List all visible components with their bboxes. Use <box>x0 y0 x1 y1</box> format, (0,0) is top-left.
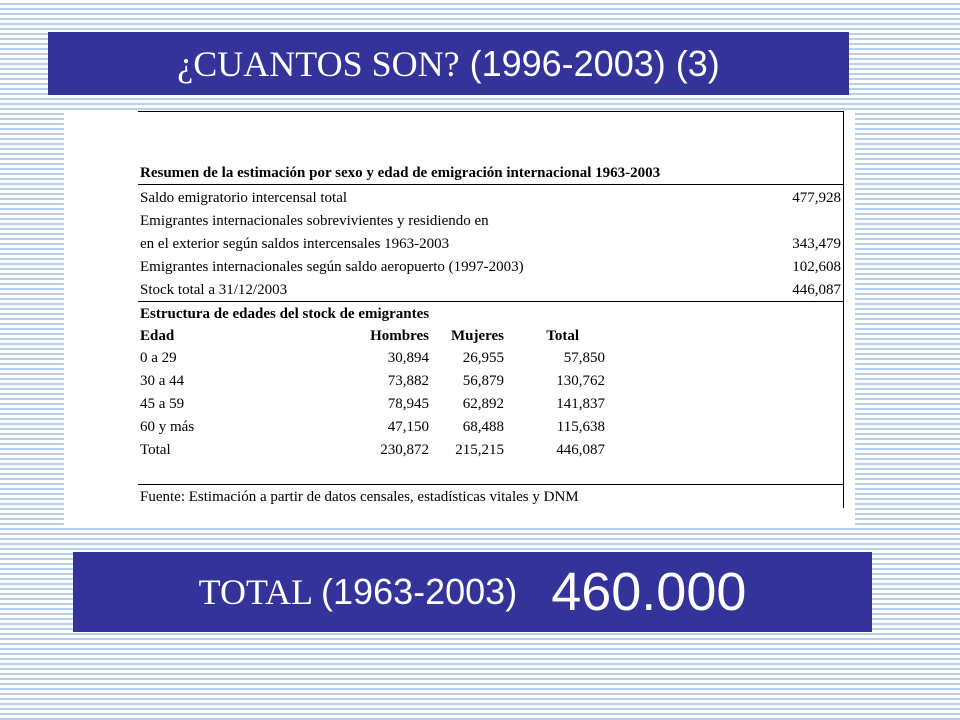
summary-row-value: 446,087 <box>792 282 841 298</box>
title-banner <box>48 32 849 95</box>
cell-total: 141,837 <box>556 396 605 412</box>
table-row <box>140 347 841 369</box>
summary-row-label: Emigrantes internacionales según saldo aeropuerto (1997-2003) <box>140 259 524 275</box>
cell-mujeres: 62,892 <box>462 396 504 412</box>
cell-edad: 60 y más <box>140 419 195 435</box>
summary-heading <box>140 162 841 184</box>
summary-row-value: 102,608 <box>792 259 841 275</box>
summary-row-label: en el exterior según saldos intercensales 1963-2003 <box>140 236 450 252</box>
total-value: 460.000 <box>551 562 747 622</box>
cell-edad: Total <box>140 442 171 458</box>
total-banner <box>73 552 872 632</box>
structure-heading-text: Estructura de edades del stock de emigrantes <box>140 306 430 322</box>
cell-mujeres: 68,488 <box>462 419 504 435</box>
summary-row <box>140 233 841 255</box>
cell-total: 57,850 <box>563 350 605 366</box>
summary-heading-text: Resumen de la estimación por sexo y edad de emigración internacional 1963-2003 <box>140 165 661 181</box>
source-rule <box>138 484 843 485</box>
cell-hombres: 30,894 <box>387 350 429 366</box>
summary-row-label: Saldo emigratorio intercensal total <box>140 190 348 206</box>
title-question: ¿CUANTOS SON? <box>177 43 460 84</box>
cell-hombres: 73,882 <box>387 373 429 389</box>
cell-total: 446,087 <box>556 442 605 458</box>
cell-mujeres: 26,955 <box>462 350 504 366</box>
summary-row-value: 343,479 <box>792 236 841 252</box>
summary-row <box>140 187 841 209</box>
cell-hombres: 78,945 <box>387 396 429 412</box>
total-label: TOTAL <box>198 572 314 612</box>
cell-total: 130,762 <box>556 373 605 389</box>
column-header-total: Total <box>546 328 579 344</box>
table-row <box>140 393 841 415</box>
table-row <box>140 416 841 438</box>
source-note-text: Fuente: Estimación a partir de datos censales, estadísticas vitales y DNM <box>140 489 579 505</box>
table-row <box>140 439 841 461</box>
summary-row <box>140 210 841 232</box>
column-header-edad: Edad <box>140 328 175 344</box>
table-top-rule <box>138 111 843 112</box>
cell-mujeres: 56,879 <box>462 373 504 389</box>
cell-edad: 0 a 29 <box>140 350 177 366</box>
structure-heading <box>140 303 841 325</box>
cell-hombres: 47,150 <box>387 419 429 435</box>
column-header-hombres: Hombres <box>370 328 429 344</box>
cell-total: 115,638 <box>556 419 605 435</box>
summary-row <box>140 256 841 278</box>
cell-edad: 30 a 44 <box>140 373 185 389</box>
cell-edad: 45 a 59 <box>140 396 185 412</box>
summary-heading-rule <box>138 184 843 185</box>
title-years: (1996-2003) (3) <box>469 42 720 84</box>
column-header-row <box>140 325 841 347</box>
cell-mujeres: 215,215 <box>455 442 504 458</box>
total-years: (1963-2003) <box>321 571 518 612</box>
summary-bottom-rule <box>138 301 843 302</box>
summary-row-label: Emigrantes internacionales sobrevivientes y residiendo en <box>140 213 489 229</box>
table-row <box>140 370 841 392</box>
column-header-mujeres: Mujeres <box>450 328 504 344</box>
source-note <box>140 486 841 508</box>
table-panel <box>64 111 855 528</box>
summary-row-label: Stock total a 31/12/2003 <box>140 282 288 298</box>
emigration-table <box>138 111 844 508</box>
summary-row <box>140 279 841 301</box>
summary-row-value: 477,928 <box>792 190 841 206</box>
cell-hombres: 230,872 <box>380 442 429 458</box>
